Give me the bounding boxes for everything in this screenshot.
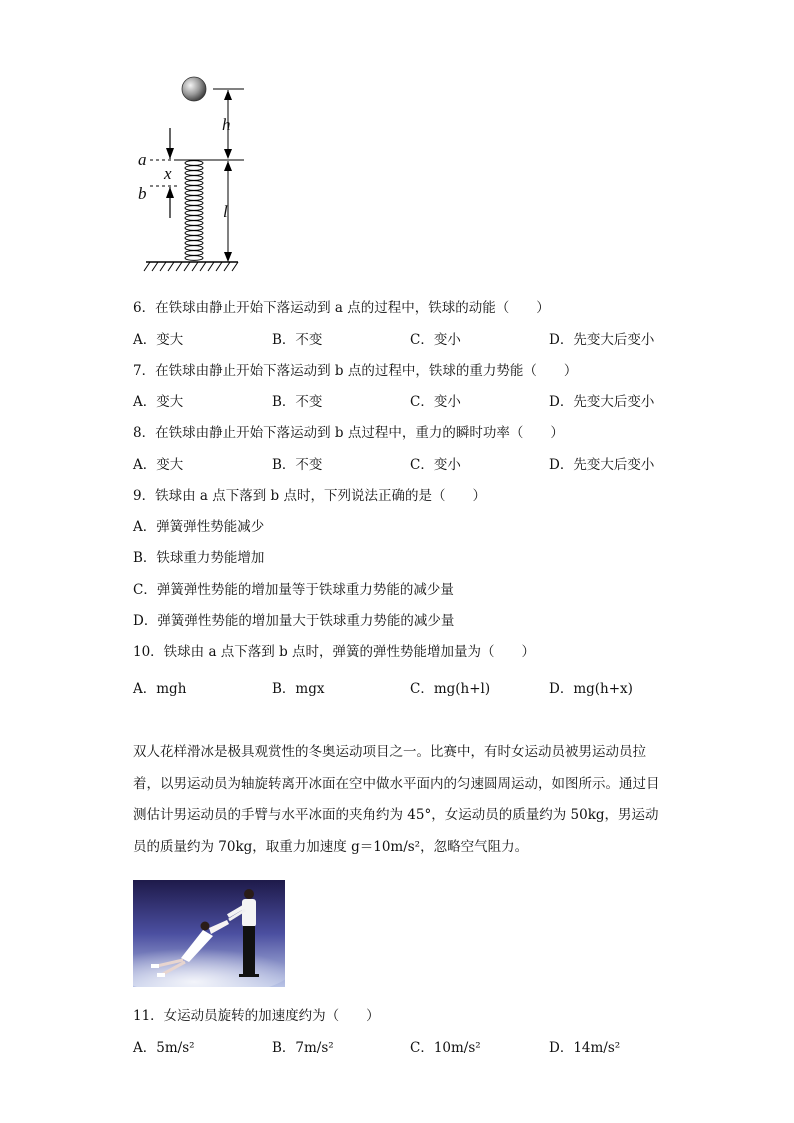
option-b[interactable]: B．不变 (272, 457, 323, 473)
option-a[interactable]: A．变大 (133, 457, 184, 473)
option-a[interactable]: A．5m/s² (133, 1040, 195, 1056)
label-l: l (223, 202, 228, 221)
option-d[interactable]: D．mg(h+x) (549, 681, 633, 697)
label-b: b (138, 184, 147, 203)
spring (185, 161, 203, 261)
option-b[interactable]: B．不变 (272, 394, 323, 410)
option-d[interactable]: D．先变大后变小 (549, 332, 655, 348)
label-h: h (222, 115, 231, 134)
option-a[interactable]: A．弹簧弹性势能减少 (133, 519, 265, 535)
option-c[interactable]: C．变小 (410, 457, 461, 473)
option-c[interactable]: C．变小 (410, 332, 461, 348)
label-x: x (164, 164, 172, 183)
question-6: 6．在铁球由静止开始下落运动到 a 点的过程中，铁球的动能（ ） (133, 300, 550, 316)
option-c[interactable]: C．10m/s² (410, 1040, 481, 1056)
question-11: 11．女运动员旋转的加速度约为（ ） (133, 1008, 380, 1024)
option-b[interactable]: B．7m/s² (272, 1040, 334, 1056)
option-a[interactable]: A．变大 (133, 332, 184, 348)
option-a[interactable]: A．变大 (133, 394, 184, 410)
iron-ball (182, 77, 206, 101)
option-d[interactable]: D．14m/s² (549, 1040, 621, 1056)
option-d[interactable]: D．先变大后变小 (549, 394, 655, 410)
option-b[interactable]: B．mgx (272, 681, 325, 697)
option-b[interactable]: B．铁球重力势能增加 (133, 550, 265, 566)
figure-skating-photo (133, 880, 285, 987)
question-9: 9．铁球由 a 点下落到 b 点时，下列说法正确的是（ ） (133, 488, 486, 504)
question-10: 10．铁球由 a 点下落到 b 点时，弹簧的弹性势能增加量为（ ） (133, 644, 536, 660)
question-7: 7．在铁球由静止开始下落运动到 b 点的过程中，铁球的重力势能（ ） (133, 363, 578, 379)
label-a: a (138, 150, 147, 169)
spring-ball-diagram (140, 70, 250, 275)
option-d[interactable]: D．弹簧弹性势能的增加量大于铁球重力势能的减少量 (133, 613, 455, 629)
question-8: 8．在铁球由静止开始下落运动到 b 点过程中，重力的瞬时功率（ ） (133, 425, 564, 441)
passage: 双人花样滑冰是极具观赏性的冬奥运动项目之一。比赛中，有时女运动员被男运动员拉着，以男运动员为轴旋转离开冰面在空中做水平面内的匀速圆周运动，如图所示。通过目测估计男运动员的手臂与水平冰面的夹角约为 45°，女运动员的质量约为 50kg，男运动员的质量约为 70kg，取重力加速度 g＝10m/s²，忽略空气阻力。 (133, 744, 660, 855)
option-c[interactable]: C．变小 (410, 394, 461, 410)
option-a[interactable]: A．mgh (133, 681, 187, 697)
option-c[interactable]: C．弹簧弹性势能的增加量等于铁球重力势能的减少量 (133, 582, 454, 598)
option-b[interactable]: B．不变 (272, 332, 323, 348)
option-d[interactable]: D．先变大后变小 (549, 457, 655, 473)
option-c[interactable]: C．mg(h+l) (410, 681, 491, 697)
